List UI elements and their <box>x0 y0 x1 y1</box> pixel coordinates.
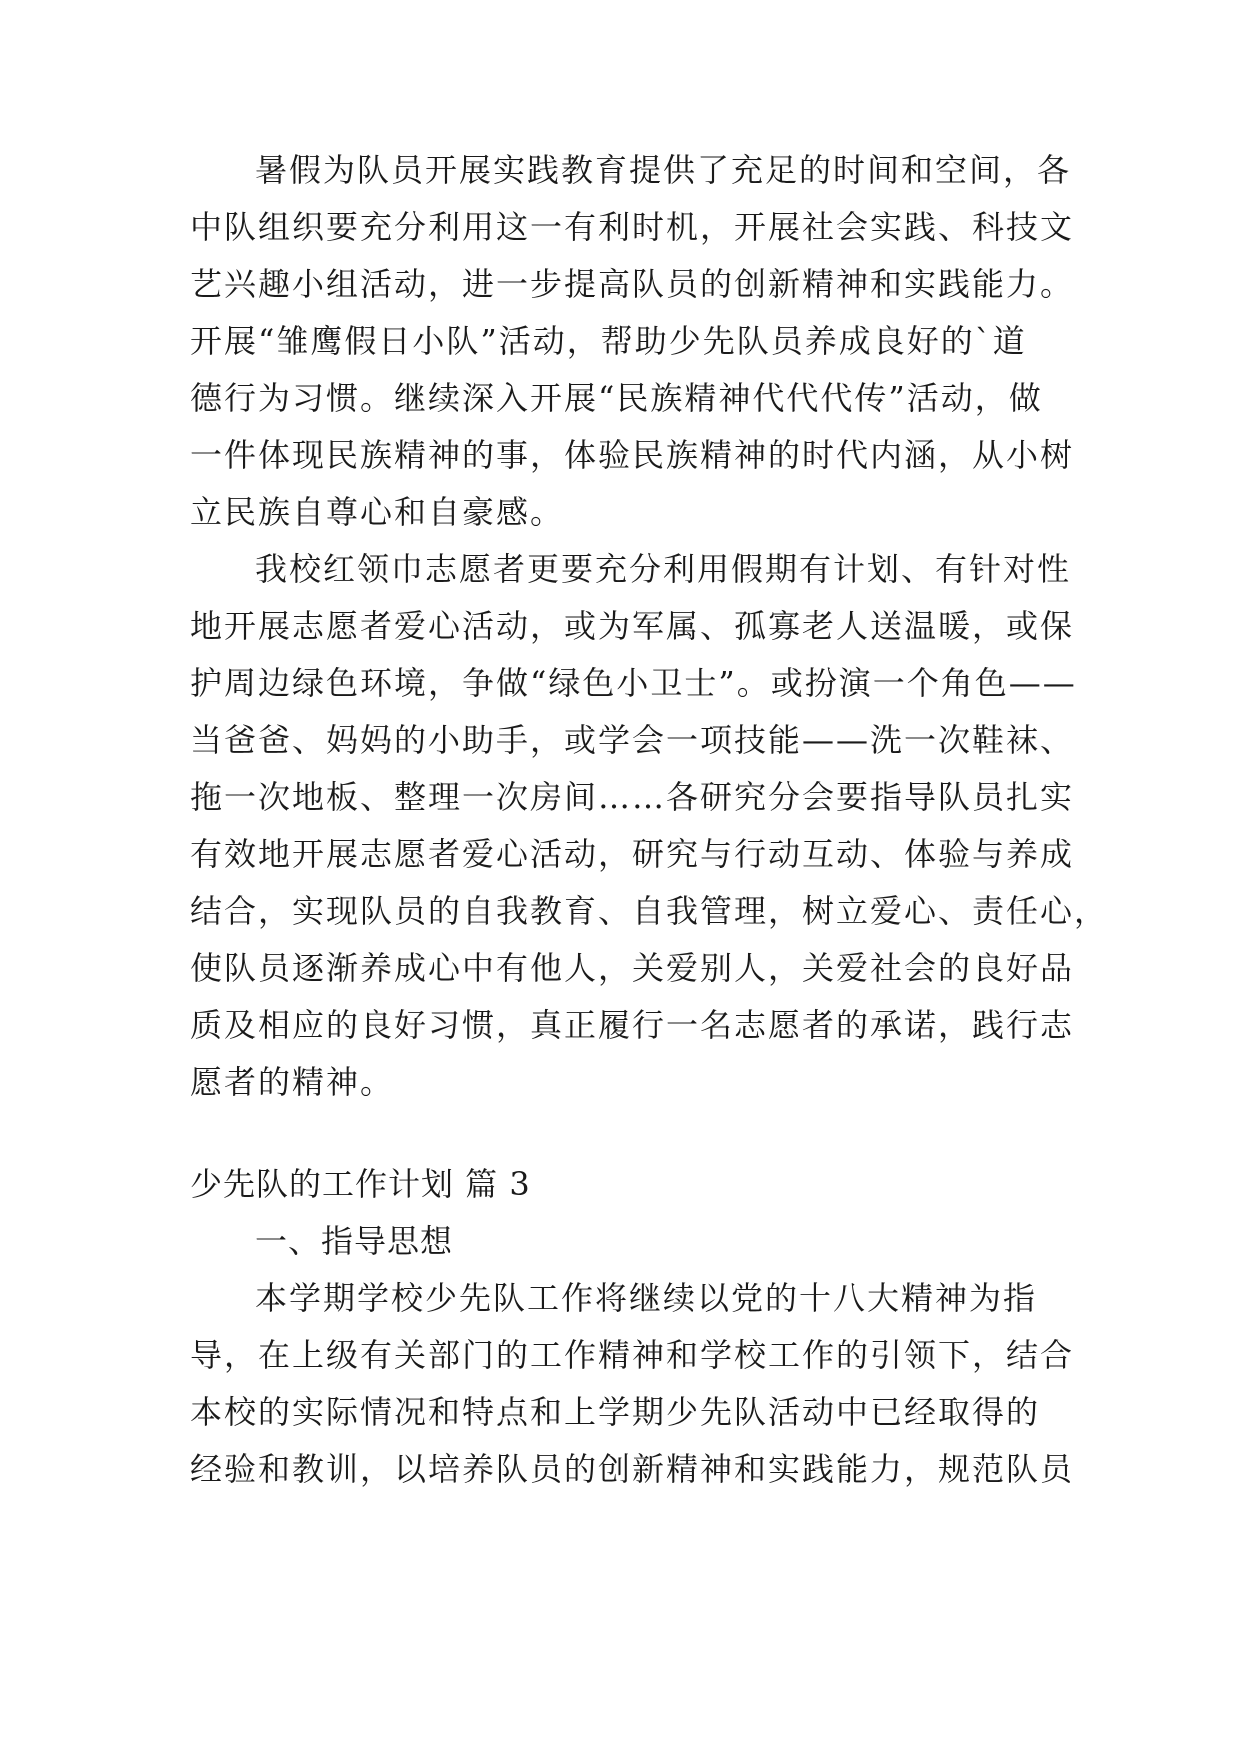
paragraph-2-line-3: 护周边绿色环境，争做“绿色小卫士”。或扮演一个角色—— <box>190 664 1077 702</box>
paragraph-2-line-1: 我校红领巾志愿者更要充分利用假期有计划、有针对性 <box>255 550 1072 588</box>
paragraph-2-line-5: 拖一次地板、整理一次房间……各研究分会要指导队员扎实 <box>190 778 1075 816</box>
paragraph-3-line-2: 导，在上级有关部门的工作精神和学校工作的引领下，结合 <box>190 1336 1075 1374</box>
paragraph-1-line-5: 德行为习惯。继续深入开展“民族精神代代代传”活动，做 <box>190 379 1043 417</box>
section-title: 少先队的工作计划 篇 3 <box>190 1165 531 1203</box>
paragraph-3-line-3: 本校的实际情况和特点和上学期少先队活动中已经取得的 <box>190 1393 1041 1431</box>
paragraph-2-line-7: 结合，实现队员的自我教育、自我管理，树立爱心、责任心， <box>190 892 1109 930</box>
paragraph-2-line-8: 使队员逐渐养成心中有他人，关爱别人，关爱社会的良好品 <box>190 949 1075 987</box>
paragraph-1-line-3: 艺兴趣小组活动，进一步提高队员的创新精神和实践能力。 <box>190 265 1075 303</box>
subheading: 一、指导思想 <box>255 1222 454 1260</box>
paragraph-1-line-7: 立民族自尊心和自豪感。 <box>190 493 565 531</box>
paragraph-3-line-4: 经验和教训，以培养队员的创新精神和实践能力，规范队员 <box>190 1450 1075 1488</box>
paragraph-2-line-2: 地开展志愿者爱心活动，或为军属、孤寡老人送温暖，或保 <box>190 607 1075 645</box>
paragraph-1-line-6: 一件体现民族精神的事，体验民族精神的时代内涵，从小树 <box>190 436 1075 474</box>
paragraph-2-line-6: 有效地开展志愿者爱心活动，研究与行动互动、体验与养成 <box>190 835 1075 873</box>
paragraph-2-line-4: 当爸爸、妈妈的小助手，或学会一项技能——洗一次鞋袜、 <box>190 721 1075 759</box>
paragraph-2-line-10: 愿者的精神。 <box>190 1063 395 1101</box>
paragraph-2-line-9: 质及相应的良好习惯，真正履行一名志愿者的承诺，践行志 <box>190 1006 1075 1044</box>
paragraph-1-line-2: 中队组织要充分利用这一有利时机，开展社会实践、科技文 <box>190 208 1075 246</box>
paragraph-3-line-1: 本学期学校少先队工作将继续以党的十八大精神为指 <box>255 1279 1038 1317</box>
paragraph-1-line-1: 暑假为队员开展实践教育提供了充足的时间和空间，各 <box>255 151 1072 189</box>
paragraph-1-line-4: 开展“雏鹰假日小队”活动，帮助少先队员养成良好的`道 <box>190 322 1027 360</box>
